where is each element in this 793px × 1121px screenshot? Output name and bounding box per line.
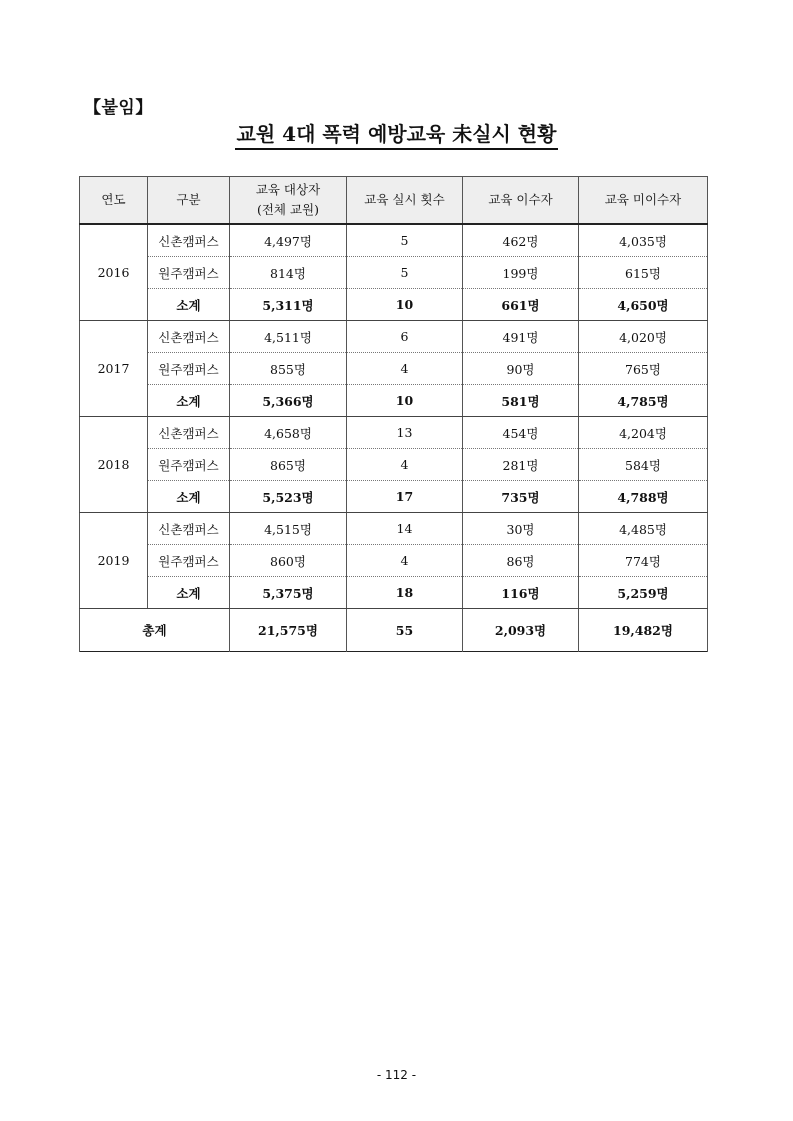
header-category: 구분	[148, 177, 230, 225]
table-row	[80, 224, 708, 257]
completed-cell: 661명	[463, 289, 579, 321]
total-target-cell: 21,575명	[230, 609, 347, 652]
sessions-cell: 18	[347, 577, 463, 609]
year-cell: 2016	[80, 224, 148, 321]
total-completed-cell: 2,093명	[463, 609, 579, 652]
header-not-completed: 교육 미이수자	[579, 177, 708, 225]
completed-cell: 281명	[463, 449, 579, 481]
target-cell: 4,511명	[230, 321, 347, 353]
target-cell: 855명	[230, 353, 347, 385]
completed-cell: 462명	[463, 224, 579, 257]
table-row	[80, 545, 708, 577]
not-completed-cell: 5,259명	[579, 577, 708, 609]
target-cell: 860명	[230, 545, 347, 577]
completed-cell: 90명	[463, 353, 579, 385]
sessions-cell: 13	[347, 417, 463, 449]
education-status-table	[79, 176, 708, 652]
header-target-line2: (전체 교원)	[256, 202, 320, 217]
not-completed-cell: 4,020명	[579, 321, 708, 353]
category-cell: 신촌캠퍼스	[148, 224, 230, 257]
completed-cell: 116명	[463, 577, 579, 609]
sessions-cell: 10	[347, 289, 463, 321]
not-completed-cell: 4,485명	[579, 513, 708, 545]
completed-cell: 86명	[463, 545, 579, 577]
not-completed-cell: 4,650명	[579, 289, 708, 321]
not-completed-cell: 615명	[579, 257, 708, 289]
total-not-completed-cell: 19,482명	[579, 609, 708, 652]
sessions-cell: 4	[347, 545, 463, 577]
header-sessions: 교육 실시 횟수	[347, 177, 463, 225]
category-cell: 원주캠퍼스	[148, 545, 230, 577]
subtotal-row	[80, 481, 708, 513]
table-row	[80, 257, 708, 289]
year-cell: 2019	[80, 513, 148, 609]
not-completed-cell: 4,204명	[579, 417, 708, 449]
sessions-cell: 4	[347, 353, 463, 385]
table-row	[80, 353, 708, 385]
category-cell: 소계	[148, 481, 230, 513]
not-completed-cell: 584명	[579, 449, 708, 481]
year-cell: 2018	[80, 417, 148, 513]
target-cell: 4,497명	[230, 224, 347, 257]
year-cell: 2017	[80, 321, 148, 417]
category-cell: 신촌캠퍼스	[148, 513, 230, 545]
category-cell: 원주캠퍼스	[148, 353, 230, 385]
subtotal-row	[80, 289, 708, 321]
sessions-cell: 5	[347, 257, 463, 289]
not-completed-cell: 4,785명	[579, 385, 708, 417]
header-completed: 교육 이수자	[463, 177, 579, 225]
not-completed-cell: 774명	[579, 545, 708, 577]
completed-cell: 491명	[463, 321, 579, 353]
header-target	[230, 177, 347, 225]
target-cell: 5,375명	[230, 577, 347, 609]
not-completed-cell: 765명	[579, 353, 708, 385]
total-label: 총계	[80, 609, 230, 652]
category-cell: 소계	[148, 385, 230, 417]
table-row	[80, 513, 708, 545]
completed-cell: 199명	[463, 257, 579, 289]
table-row	[80, 417, 708, 449]
target-cell: 814명	[230, 257, 347, 289]
target-cell: 5,523명	[230, 481, 347, 513]
target-cell: 4,658명	[230, 417, 347, 449]
document-title	[0, 118, 793, 147]
target-cell: 4,515명	[230, 513, 347, 545]
sessions-cell: 4	[347, 449, 463, 481]
subtotal-row	[80, 577, 708, 609]
subtotal-row	[80, 385, 708, 417]
sessions-cell: 17	[347, 481, 463, 513]
sessions-cell: 10	[347, 385, 463, 417]
sessions-cell: 6	[347, 321, 463, 353]
completed-cell: 581명	[463, 385, 579, 417]
category-cell: 신촌캠퍼스	[148, 321, 230, 353]
total-row	[80, 609, 708, 652]
category-cell: 신촌캠퍼스	[148, 417, 230, 449]
category-cell: 원주캠퍼스	[148, 449, 230, 481]
total-sessions-cell: 55	[347, 609, 463, 652]
completed-cell: 30명	[463, 513, 579, 545]
not-completed-cell: 4,788명	[579, 481, 708, 513]
target-cell: 5,366명	[230, 385, 347, 417]
not-completed-cell: 4,035명	[579, 224, 708, 257]
category-cell: 소계	[148, 289, 230, 321]
category-cell: 소계	[148, 577, 230, 609]
document-title-text: 교원 4대 폭력 예방교육 未실시 현황	[235, 122, 559, 150]
attachment-label: 【붙임】	[84, 98, 153, 118]
completed-cell: 454명	[463, 417, 579, 449]
table-row	[80, 449, 708, 481]
completed-cell: 735명	[463, 481, 579, 513]
header-year: 연도	[80, 177, 148, 225]
sessions-cell: 14	[347, 513, 463, 545]
sessions-cell: 5	[347, 224, 463, 257]
page-number: - 112 -	[376, 1068, 417, 1082]
category-cell: 원주캠퍼스	[148, 257, 230, 289]
target-cell: 865명	[230, 449, 347, 481]
table-row	[80, 321, 708, 353]
header-target-line1: 교육 대상자	[255, 182, 321, 197]
table-header-row	[80, 177, 708, 225]
target-cell: 5,311명	[230, 289, 347, 321]
